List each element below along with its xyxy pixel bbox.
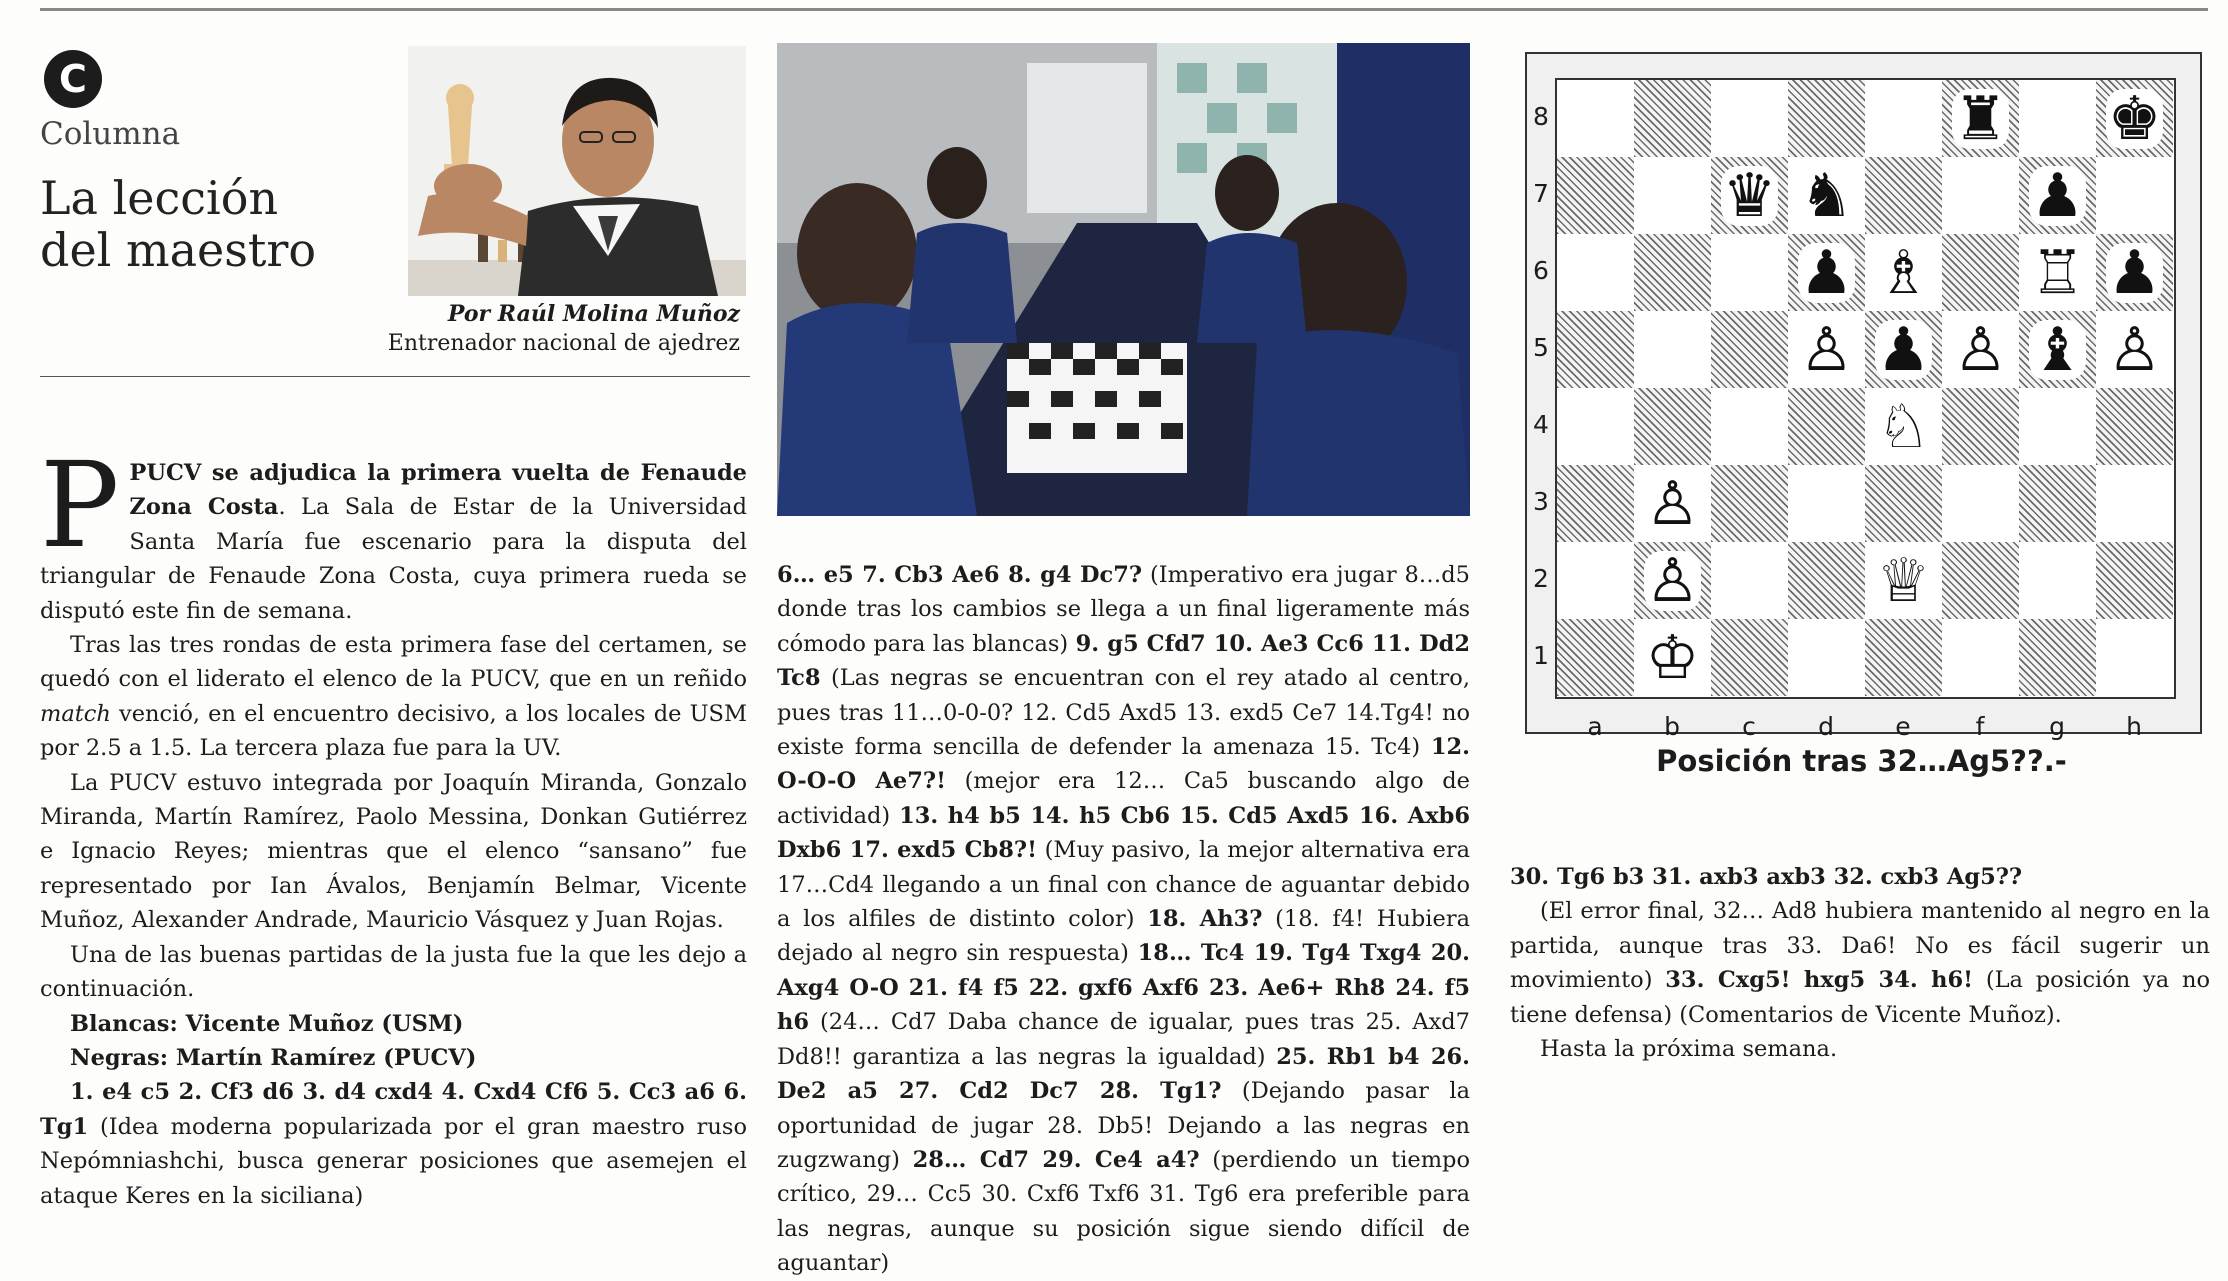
square-e7 [1865,157,1942,234]
article-column-1 [40,436,747,1213]
moves-3: 9. g5 Cfd7 10. Ae3 Cc6 11. Dd2 Tc8 [777,630,1470,692]
square-h7 [2096,157,2173,234]
rank-label: 8 [1533,102,1549,131]
tournament-photo-illustration [777,43,1470,516]
square-h3 [2096,465,2173,542]
file-label: e [1895,712,1911,741]
square-c8 [1711,80,1788,157]
white-piece-e6 [1865,234,1942,311]
paragraph-3: La PUCV estuvo integrada por Joaquín Miranda, Gonzalo Miranda, Martín Ramírez, Paolo Messina, Donkan Gutiérrez e Ignacio Reyes; mientras que el elenco “sansano” fue representado por Ian Ávalos, Benjamín Belmar, Vicente Muñoz, Alexander Andrade, Mauricio Vásquez y Juan Rojas. [40,769,747,934]
comment-11: (El error final, 32… Ad8 hubiera mantenido al negro en la partida, aunque tras 33. Da6! No es fácil sugerir un movimiento) [1510,898,2210,994]
rank-label: 4 [1533,410,1549,439]
square-b7 [1634,157,1711,234]
black-piece-g5 [2019,311,2096,388]
square-f4 [1942,388,2019,465]
diagram-caption: Posición tras 32…Ag5??.- [1656,744,2067,778]
author-photo-illustration [408,46,746,296]
square-f2 [1942,542,2019,619]
moves-9: 28… Cd7 29. Ce4 a4? [912,1146,1200,1173]
piece-glyph: ♔ [1645,622,1700,693]
drop-cap: P [40,436,120,574]
square-a2 [1557,542,1634,619]
piece-glyph: ♙ [1953,314,2008,385]
square-d3 [1788,465,1865,542]
comment-3: (Las negras se encuentran con el rey atado al centro, pues tras 11…0-0-0? 12. Cd5 Axd5 13. exd5 Ce7 14.Tg4! no existe forma sencilla de defender la amenaza 15. Tc4) [777,665,1470,761]
piece-glyph: ♟ [2030,160,2085,231]
square-g3 [2019,465,2096,542]
rank-label: 2 [1533,564,1549,593]
square-h2 [2096,542,2173,619]
p2-text-b: venció, en el encuentro decisivo, a los locales de USM por 2.5 a 1.5. La tercera plaza fue para la UV. [40,700,747,762]
square-a3 [1557,465,1634,542]
square-b4 [1634,388,1711,465]
black-piece-d7 [1788,157,1865,234]
paragraph-4: Una de las buenas partidas de la justa fue la que les dejo a continuación. [40,941,747,1003]
moves-10: 30. Tg6 b3 31. axb3 axb3 32. cxb3 Ag5?? [1510,864,2023,890]
comment-6: (18. f4! Hubiera dejado al negro sin respuesta) [777,906,1470,967]
lead-paragraph [40,436,747,628]
headline-line-1: La lección [40,171,279,225]
square-f7 [1942,157,2019,234]
square-b5 [1634,311,1711,388]
piece-glyph: ♙ [1645,545,1700,616]
black-piece-g7 [2019,157,2096,234]
p2-italic: match [40,700,111,727]
square-h1 [2096,619,2173,696]
rank-label: 6 [1533,256,1549,285]
white-piece-b3 [1634,465,1711,542]
white-piece-h5 [2096,311,2173,388]
piece-glyph: ♚ [2107,83,2162,154]
author-role: Entrenador nacional de ajedrez [387,331,740,356]
square-c5 [1711,311,1788,388]
piece-glyph: ♜ [1953,83,2008,154]
moves-8: 25. Rb1 b4 26. De2 a5 27. Cd2 Dc7 28. Tg1? [777,1043,1471,1105]
comment-9: (perdiendo un tiempo crítico, 29… Cc5 30. Cxf6 Txf6 31. Tg6 era preferible para las negras, aunque su posición sigue siendo difícil de aguantar) [777,1146,1470,1277]
article-column-2 [777,558,1470,1281]
black-piece-e5 [1865,311,1942,388]
square-d1 [1788,619,1865,696]
piece-glyph: ♙ [1645,468,1700,539]
white-piece-b1 [1634,619,1711,696]
piece-glyph: ♟ [1799,237,1854,308]
moves-6: 18. Ah3? [1147,906,1263,933]
rank-label: 3 [1533,487,1549,516]
file-label: f [1975,712,1985,741]
square-c6 [1711,234,1788,311]
square-f6 [1942,234,2019,311]
lead-rest: . La Sala de Estar de la Universidad Santa María fue escenario para la disputa del triangular de Fenaude Zona Costa, cuya primera rueda se disputó este fin de semana. [40,494,747,624]
piece-glyph: ♘ [1876,391,1931,462]
lead-bold: PUCV se adjudica la primera vuelta de Fenaude Zona Costa [129,460,747,521]
file-label: h [2126,712,2142,741]
final-comment [1510,894,2210,1032]
rank-label: 7 [1533,179,1549,208]
piece-glyph: ♙ [1799,314,1854,385]
comment-1: (Idea moderna popularizada por el gran maestro ruso Nepómniashchi, busca generar posiciones que asemejen el ataque Keres en la siciliana) [40,1113,747,1209]
square-d4 [1788,388,1865,465]
tournament-photo [777,43,1470,516]
white-piece-e4 [1865,388,1942,465]
comment-7: (24… Cd7 Daba chance de igualar, pues tras 25. Axd7 Dd8!! garantiza a las negras la igualdad) [777,1009,1470,1070]
square-c1 [1711,619,1788,696]
black-piece-h8 [2096,80,2173,157]
moves-4: 12. O-O-O Ae7?! [777,734,1470,795]
square-c2 [1711,542,1788,619]
square-b8 [1634,80,1711,157]
game-moves-start [40,1075,747,1213]
chess-diagram [1525,52,2202,741]
piece-glyph: ♙ [2107,314,2162,385]
file-label: g [2049,712,2065,741]
white-player-label: Blancas: Vicente Muñoz (USM) [70,1010,464,1037]
piece-glyph: ♝ [2030,314,2085,385]
black-player-label: Negras: Martín Ramírez (PUCV) [70,1044,477,1071]
file-label: b [1664,712,1680,741]
file-label: c [1742,712,1756,741]
square-g2 [2019,542,2096,619]
top-rule [40,8,2208,11]
piece-glyph: ♞ [1799,160,1854,231]
white-piece-e2 [1865,542,1942,619]
game-moves-end [1510,860,2210,894]
square-d2 [1788,542,1865,619]
square-g8 [2019,80,2096,157]
comment-8: (Dejando pasar la oportunidad de jugar 28. Db5! Dejando a las negras en zugzwang) [777,1078,1470,1173]
rank-label: 1 [1533,641,1549,670]
square-a6 [1557,234,1634,311]
black-piece-c7 [1711,157,1788,234]
author-name: Por Raúl Molina Muñoz [447,301,740,327]
square-a1 [1557,619,1634,696]
moves-11: 33. Cxg5! hxg5 34. h6! [1665,967,1974,994]
moves-2: 6… e5 7. Cb3 Ae6 8. g4 Dc7? [777,562,1143,588]
square-a8 [1557,80,1634,157]
square-e3 [1865,465,1942,542]
column-badge: C [44,50,102,108]
piece-glyph: ♗ [1876,237,1931,308]
square-a5 [1557,311,1634,388]
moves-5: 13. h4 b5 14. h5 Cb6 15. Cd5 Axd5 16. Axb6 Dxb6 17. exd5 Cb8?! [777,802,1470,864]
section-label: Columna [40,116,181,152]
file-label: d [1818,712,1834,741]
square-b6 [1634,234,1711,311]
square-a4 [1557,388,1634,465]
white-piece-b2 [1634,542,1711,619]
piece-glyph: ♟ [2107,237,2162,308]
black-piece-h6 [2096,234,2173,311]
headline [40,172,316,276]
chess-board [1533,78,2176,741]
rank-label: 5 [1533,333,1549,362]
white-piece-f5 [1942,311,2019,388]
moves-7: 18… Tc4 19. Tg4 Txg4 20. Axg4 O-O 21. f4 f5 22. gxf6 Axf6 23. Ae6+ Rh8 24. f5 h6 [777,940,1470,1036]
comment-12: (La posición ya no tiene defensa) (Comentarios de Vicente Muñoz). [1510,967,2211,1028]
square-h4 [2096,388,2173,465]
piece-glyph: ♕ [1876,545,1931,616]
square-f1 [1942,619,2019,696]
white-piece-d5 [1788,311,1865,388]
comment-2: (Imperativo era jugar 8…d5 donde tras los cambios se llega a un final ligeramente más cómodo para las blancas) [777,562,1470,657]
square-d8 [1788,80,1865,157]
file-label: a [1587,712,1603,741]
square-e8 [1865,80,1942,157]
author-photo [408,46,746,296]
black-player [40,1041,747,1075]
piece-glyph: ♖ [2030,237,2085,308]
piece-glyph: ♟ [1876,314,1931,385]
black-piece-d6 [1788,234,1865,311]
square-g4 [2019,388,2096,465]
white-piece-g6 [2019,234,2096,311]
square-a7 [1557,157,1634,234]
game-moves-continued [777,558,1470,1281]
comment-5: (Muy pasivo, la mejor alternativa era 17…Cd4 llegando a un final con chance de aguantar debido a los alfiles de distinto color) [777,837,1470,933]
square-c4 [1711,388,1788,465]
article-column-3 [1510,860,2210,1066]
comment-4: (mejor era 12… Ca5 buscando algo de actividad) [777,768,1470,829]
piece-glyph: ♛ [1722,160,1777,231]
square-g1 [2019,619,2096,696]
closing-line: Hasta la próxima semana. [1540,1036,1838,1063]
header-rule [40,376,750,377]
byline [320,300,740,358]
paragraph-2 [40,628,747,766]
p2-text-a: Tras las tres rondas de esta primera fase del certamen, se quedó con el liderato el elenco de la PUCV, que en un reñido [40,632,747,693]
white-player [40,1007,747,1041]
headline-line-2: del maestro [40,223,317,277]
square-c3 [1711,465,1788,542]
moves-1: 1. e4 c5 2. Cf3 d6 3. d4 cxd4 4. Cxd4 Cf6 5. Cc3 a6 6. Tg1 [40,1079,747,1140]
square-f3 [1942,465,2019,542]
square-e1 [1865,619,1942,696]
black-piece-f8 [1942,80,2019,157]
